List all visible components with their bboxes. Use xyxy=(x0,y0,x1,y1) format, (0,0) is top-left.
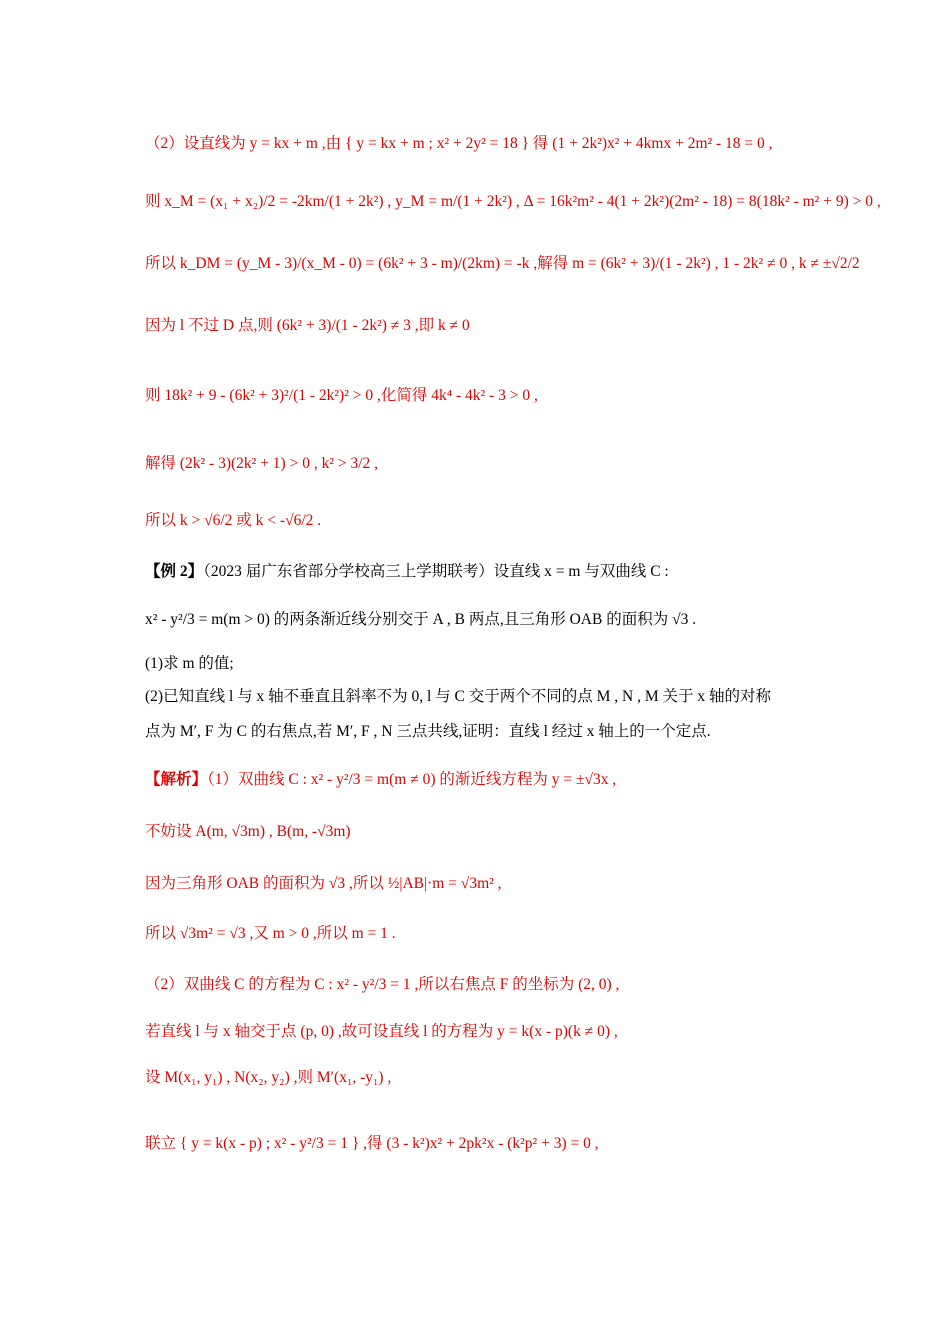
line-kdm: 所以 k_DM = (y_M - 3)/(x_M - 0) = (6k² + 3 - m)/(2km) = -k ,解得 m = (6k² + 3)/(1 - 2k²) , 1 - 2k² ≠ 0 , k ≠ ±√2/2 xyxy=(145,255,860,272)
analysis-3: 因为三角形 OAB 的面积为 √3 ,所以 ½|AB|·m = √3m² , xyxy=(145,875,502,892)
question-1: (1)求 m 的值; xyxy=(145,655,234,672)
line-xm: 则 x_M = (x₁ + x₂)/2 = -2km/(1 + 2k²) , y_M = m/(1 + 2k²) , Δ = 16k²m² - 4(1 + 2k²)(2m² - 18) = 8(18k² - m² + 9) > 0 , xyxy=(145,193,881,210)
analysis-2: 不妨设 A(m, √3m) , B(m, -√3m) xyxy=(145,823,351,840)
analysis-6: 若直线 l 与 x 轴交于点 (p, 0) ,故可设直线 l 的方程为 y = k(x - p)(k ≠ 0) , xyxy=(145,1023,618,1040)
part2-heading: （2）设直线为 y = kx + m ,由 { y = kx + m ; x² + 2y² = 18 } 得 (1 + 2k²)x² + 4kmx + 2m² - 18 = 0 , xyxy=(145,135,773,152)
analysis-8: 联立 { y = k(x - p) ; x² - y²/3 = 1 } ,得 (3 - k²)x² + 2pk²x - (k²p² + 3) = 0 , xyxy=(145,1135,599,1152)
line-result: 所以 k > √6/2 或 k < -√6/2 . xyxy=(145,512,322,529)
analysis-4: 所以 √3m² = √3 ,又 m > 0 ,所以 m = 1 . xyxy=(145,925,396,942)
question-2-line2: 点为 M′, F 为 C 的右焦点,若 M′, F , N 三点共线,证明：直线 l 经过 x 轴上的一个定点. xyxy=(145,723,711,740)
question-2-line1: (2)已知直线 l 与 x 轴不垂直且斜率不为 0, l 与 C 交于两个不同的点 M , N , M 关于 x 轴的对称 xyxy=(145,688,772,705)
example2-text: （2023 届广东省部分学校高三上学期联考）设直线 x = m 与双曲线 C : xyxy=(203,563,669,580)
analysis-7: 设 M(x₁, y₁) , N(x₂, y₂) ,则 M′(x₁, -y₁) , xyxy=(145,1069,392,1086)
analysis-1 xyxy=(145,768,890,792)
analysis-1-text: （1）双曲线 C : x² - y²/3 = m(m ≠ 0) 的渐近线方程为 y = ±√3x , xyxy=(207,771,617,788)
example2-header xyxy=(145,560,890,584)
analysis-5: （2）双曲线 C 的方程为 C : x² - y²/3 = 1 ,所以右焦点 F 的坐标为 (2, 0) , xyxy=(145,976,620,993)
line-not-d: 因为 l 不过 D 点,则 (6k² + 3)/(1 - 2k²) ≠ 3 ,即 k ≠ 0 xyxy=(145,317,470,334)
example2-title: 【例 2】 xyxy=(145,563,204,580)
analysis-label: 【解析】 xyxy=(145,771,208,788)
line-solve: 解得 (2k² - 3)(2k² + 1) > 0 , k² > 3/2 , xyxy=(145,455,379,472)
line-simplify: 则 18k² + 9 - (6k² + 3)²/(1 - 2k²)² > 0 ,化简得 4k⁴ - 4k² - 3 > 0 , xyxy=(145,387,538,404)
example2-line2: x² - y²/3 = m(m > 0) 的两条渐近线分别交于 A , B 两点,且三角形 OAB 的面积为 √3 . xyxy=(145,611,697,628)
